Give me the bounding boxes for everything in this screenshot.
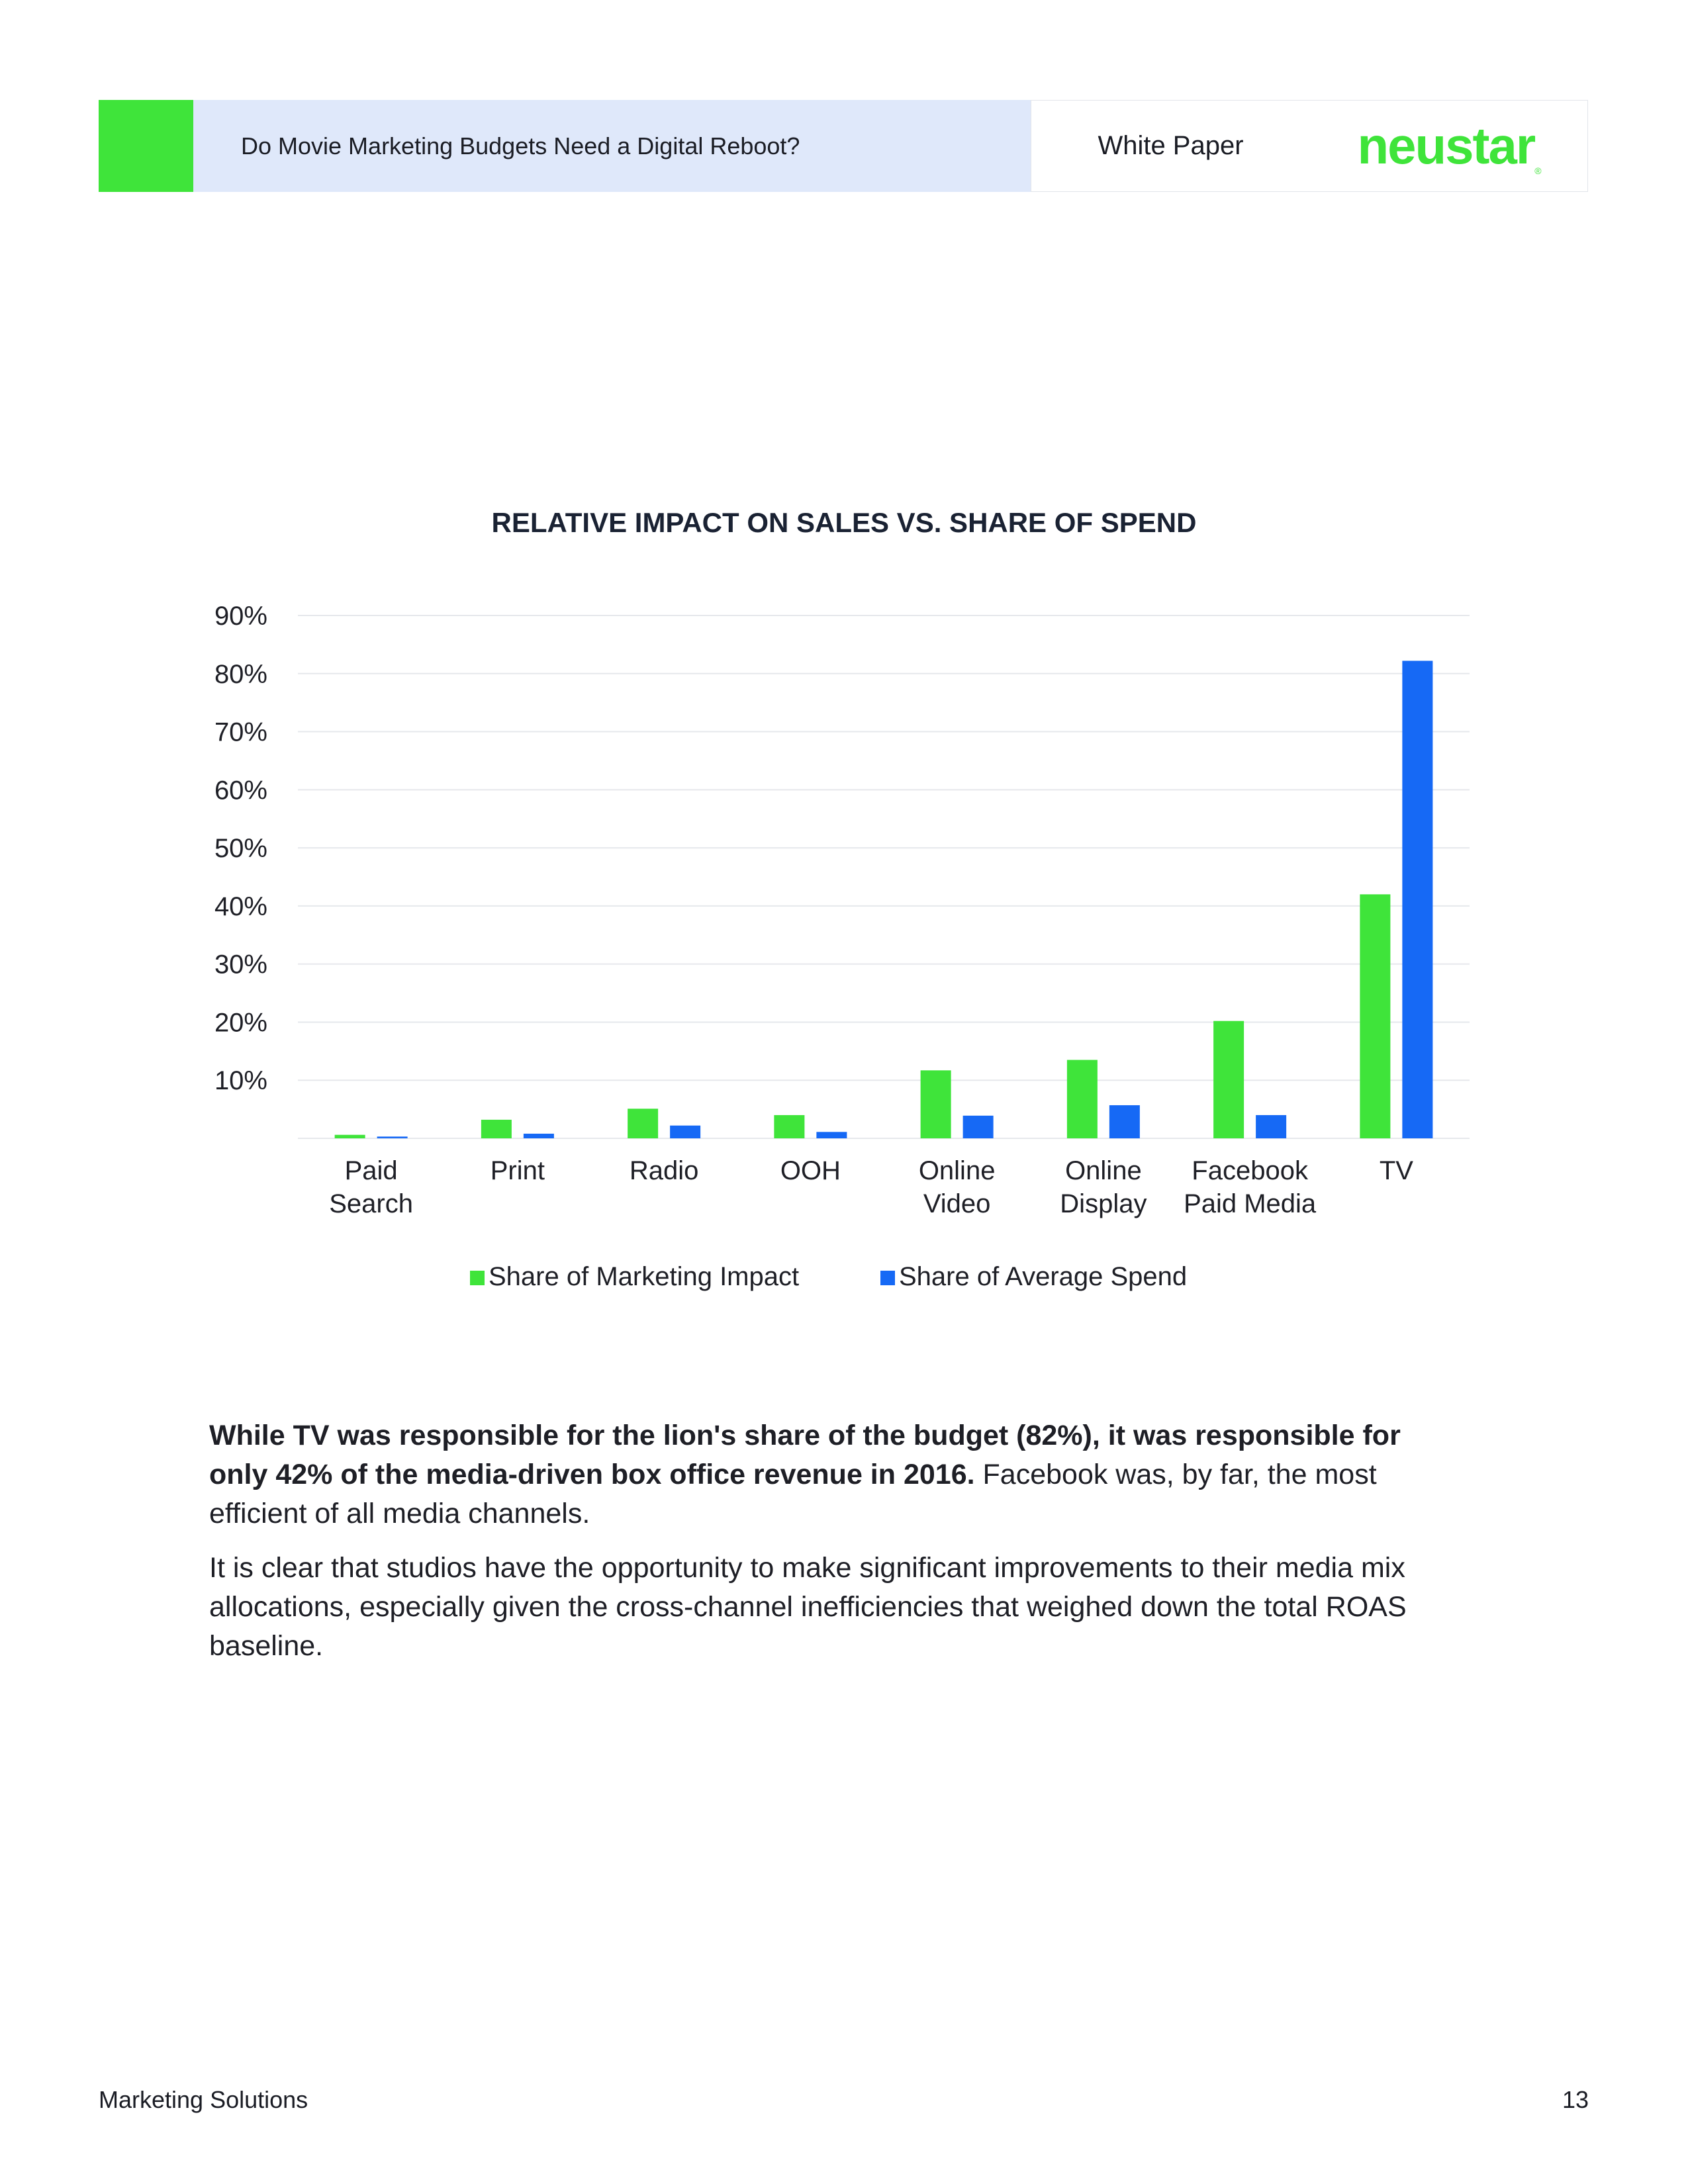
bar-impact xyxy=(1360,894,1390,1138)
bar-spend xyxy=(963,1116,994,1138)
y-tick-label: 60% xyxy=(214,776,267,805)
bar-impact xyxy=(481,1120,512,1138)
bar-impact xyxy=(628,1109,658,1138)
bar-impact xyxy=(774,1115,804,1138)
bar-spend xyxy=(670,1126,700,1138)
neustar-logo: neustar® xyxy=(1357,116,1540,176)
header-title-box xyxy=(193,100,1031,192)
header-logo-box xyxy=(1310,100,1588,192)
y-tick-label: 30% xyxy=(214,950,267,979)
y-tick-label: 80% xyxy=(214,659,267,689)
document-title: Do Movie Marketing Budgets Need a Digital Reboot? xyxy=(241,132,800,159)
bar-spend xyxy=(377,1136,408,1138)
header-doc-type-box xyxy=(1031,100,1311,192)
x-category-label: TV xyxy=(1379,1156,1413,1185)
x-category-label: Print xyxy=(490,1156,545,1185)
bar-impact xyxy=(335,1135,365,1138)
x-category-label: Online Video xyxy=(918,1156,996,1218)
bar-chart xyxy=(185,589,1496,1330)
y-tick-label: 10% xyxy=(214,1066,267,1096)
bar-impact xyxy=(1067,1060,1098,1139)
x-category-label: Facebook Paid Media xyxy=(1184,1156,1317,1218)
x-category-label: OOH xyxy=(780,1156,841,1185)
paragraph-2: It is clear that studios have the opportunity to make significant improvements to their media mix allocations, especially given the cross-channel inefficiencies that weighed down the total ROAS baseline. xyxy=(209,1552,1407,1662)
y-tick-label: 40% xyxy=(214,891,267,921)
x-category-label: Paid Search xyxy=(329,1156,413,1218)
document-type: White Paper xyxy=(1098,131,1244,160)
legend-label: Share of Marketing Impact xyxy=(489,1262,800,1291)
bar-spend xyxy=(524,1134,554,1138)
legend-swatch xyxy=(470,1271,485,1285)
bar-impact xyxy=(1213,1021,1244,1138)
bar-spend xyxy=(1402,660,1432,1138)
bar-spend xyxy=(1109,1105,1140,1138)
chart-title: RELATIVE IMPACT ON SALES VS. SHARE OF SPEND xyxy=(491,507,1197,538)
bar-impact xyxy=(921,1070,951,1138)
paragraph-1-rest: Facebook was, by far, the most efficient of all media channels. xyxy=(209,1459,1377,1529)
bar-spend xyxy=(816,1132,847,1138)
y-tick-label: 90% xyxy=(214,602,267,631)
x-category-label: Online Display xyxy=(1060,1156,1147,1218)
y-tick-label: 50% xyxy=(214,834,267,864)
page-number: 13 xyxy=(1562,2086,1589,2113)
x-category-label: Radio xyxy=(629,1156,699,1185)
y-tick-label: 20% xyxy=(214,1008,267,1038)
footer-section-label: Marketing Solutions xyxy=(99,2086,308,2113)
paragraph-1-bold: While TV was responsible for the lion's share of the budget (82%), it was responsible for only 42% of the media-driven box office revenue in 2016. xyxy=(209,1420,1401,1490)
legend-label: Share of Average Spend xyxy=(899,1262,1188,1291)
paragraph-1 xyxy=(209,1416,1467,1533)
page-header xyxy=(99,100,1588,192)
header-accent-block xyxy=(99,100,193,192)
legend-swatch xyxy=(880,1271,895,1285)
y-tick-label: 70% xyxy=(214,717,267,747)
bar-spend xyxy=(1256,1115,1286,1138)
